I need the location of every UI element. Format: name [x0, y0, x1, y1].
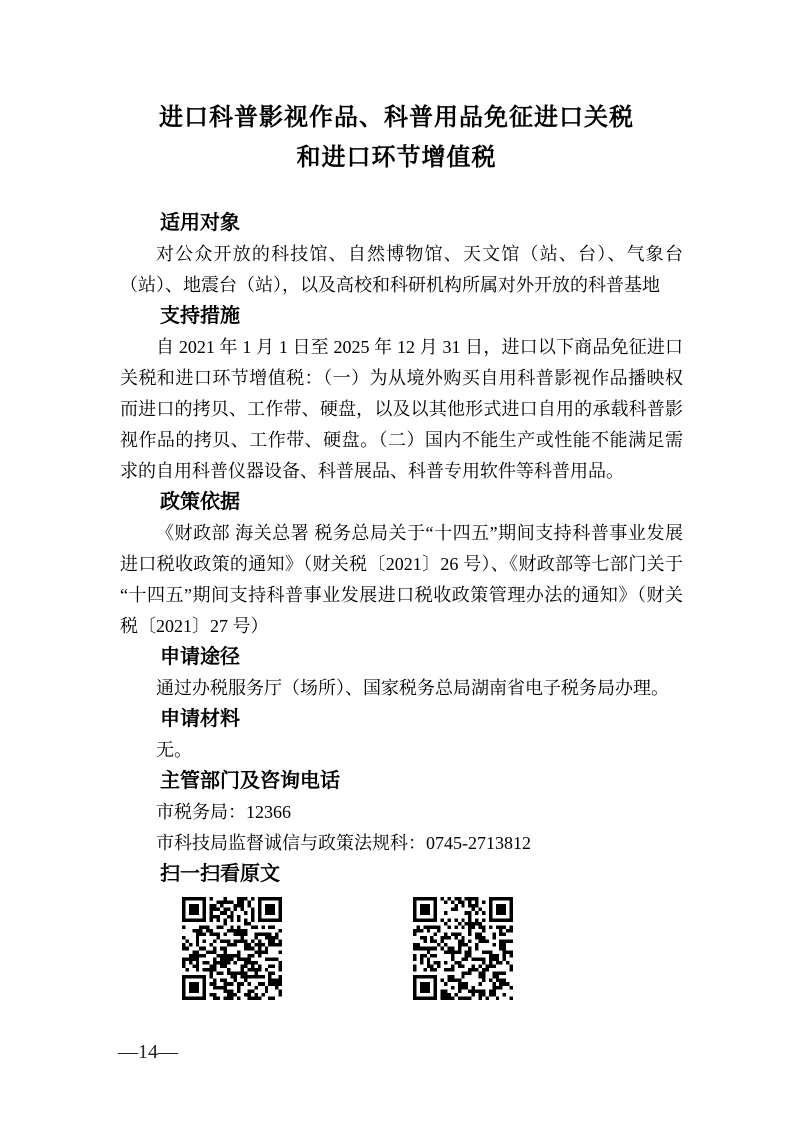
paragraph-science-bureau-phone: 市科技局监督诚信与政策法规科：0745-2713812	[156, 833, 531, 853]
paragraph-application-channel: 通过办税服务厅（场所）、国家税务总局湖南省电子税务局办理。	[156, 678, 669, 698]
section-heading-support-measures: 支持措施	[160, 305, 240, 327]
section-heading-policy-basis: 政策依据	[160, 491, 240, 513]
section-heading-applicable-objects: 适用对象	[160, 212, 240, 234]
page-number: —14—	[118, 1041, 178, 1063]
section-heading-application-channel: 申请途径	[160, 646, 240, 668]
document-body	[120, 208, 683, 1000]
title-line-1: 进口科普影视作品、科普用品免征进口关税	[159, 105, 634, 131]
section-heading-authority-contacts: 主管部门及咨询电话	[160, 770, 340, 792]
section-heading-application-materials: 申请材料	[160, 708, 240, 730]
paragraph-applicable-objects: 对公众开放的科技馆、自然博物馆、天文馆（站、台）、气象台（站）、地震台（站），以及高校和科研机构所属对外开放的科普基地	[120, 244, 683, 295]
qr-row	[120, 897, 683, 1000]
paragraph-application-materials: 无。	[156, 740, 192, 760]
document-title	[0, 98, 793, 178]
qr-code-right	[413, 897, 513, 1000]
paragraph-policy-basis: 《财政部 海关总署 税务总局关于“十四五”期间支持科普事业发展进口税收政策的通知》（财关税〔2021〕26 号）、《财政部等七部门关于“十四五”期间支持科普事业发展进口税收政策管理办法的通知》（财关税〔2021〕27 号）	[120, 523, 683, 636]
qr-code-left	[182, 897, 282, 1000]
paragraph-tax-bureau-phone: 市税务局：12366	[156, 802, 291, 822]
section-heading-scan-original: 扫一扫看原文	[160, 863, 280, 885]
title-line-2: 和进口环节增值税	[296, 145, 497, 171]
paragraph-support-measures: 自 2021 年 1 月 1 日至 2025 年 12 月 31 日，进口以下商品免征进口关税和进口环节增值税：（一）为从境外购买自用科普影视作品播映权而进口的拷贝、工作带、硬盘，以及以其他形式进口自用的承载科普影视作品的拷贝、工作带、硬盘。（二）国内不能生产或性能不能满足需求的自用科普仪器设备、科普展品、科普专用软件等科普用品。	[120, 337, 683, 481]
